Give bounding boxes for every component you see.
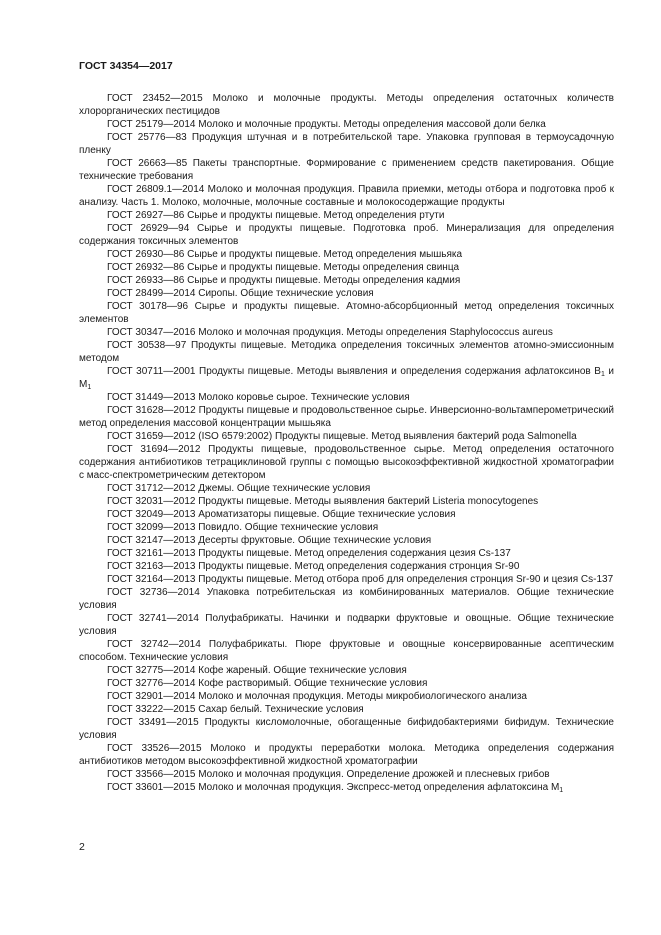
subscript-text: 1 bbox=[87, 384, 92, 391]
reference-text: ГОСТ 32164—2013 Продукты пищевые. Метод отбора проб для определения стронция Sr-90 и цезия Cs-137 bbox=[107, 574, 614, 585]
reference-text: ГОСТ 32049—2013 Ароматизаторы пищевые. Общие технические условия bbox=[107, 509, 456, 520]
reference-text: ГОСТ 26927—86 Сырье и продукты пищевые. Метод определения ртути bbox=[107, 210, 445, 221]
reference-item bbox=[79, 118, 614, 131]
reference-item bbox=[79, 300, 614, 326]
reference-item bbox=[79, 742, 614, 768]
reference-text: ГОСТ 33566—2015 Молоко и молочная продукция. Определение дрожжей и плесневых грибов bbox=[107, 769, 550, 780]
reference-item bbox=[79, 222, 614, 248]
reference-item bbox=[79, 183, 614, 209]
reference-item bbox=[79, 365, 614, 391]
subscript-text: 1 bbox=[600, 371, 605, 378]
reference-item bbox=[79, 638, 614, 664]
reference-item bbox=[79, 287, 614, 300]
reference-text: ГОСТ 32163—2013 Продукты пищевые. Метод определения содержания стронция Sr-90 bbox=[107, 561, 520, 572]
reference-item bbox=[79, 443, 614, 482]
reference-text: ГОСТ 32901—2014 Молоко и молочная продукция. Методы микробиологического анализа bbox=[107, 691, 527, 702]
reference-text: ГОСТ 31694—2012 Продукты пищевые, продовольственное сырье. Метод определения остаточного содержания антибиотиков тетрациклиновой группы с помощью высокоэффективной жидкостной хроматографии с масс-спектрометрическим детектором bbox=[79, 444, 614, 481]
reference-item bbox=[79, 664, 614, 677]
reference-text: ГОСТ 32099—2013 Повидло. Общие технические условия bbox=[107, 522, 379, 533]
reference-item bbox=[79, 131, 614, 157]
reference-text: ГОСТ 25776—83 Продукция штучная и в потребительской таре. Упаковка групповая в термоусадочную пленку bbox=[79, 132, 614, 156]
subscript-text: 1 bbox=[559, 787, 564, 794]
reference-item bbox=[79, 768, 614, 781]
reference-item bbox=[79, 781, 614, 794]
reference-text: ГОСТ 33222—2015 Сахар белый. Технические условия bbox=[107, 704, 364, 715]
reference-text: ГОСТ 32736—2014 Упаковка потребительская из комбинированных материалов. Общие технические условия bbox=[79, 587, 614, 611]
reference-text: ГОСТ 30347—2016 Молоко и молочная продукция. Методы определения Staphylococcus aureus bbox=[107, 327, 553, 338]
reference-text: ГОСТ 30178—96 Сырье и продукты пищевые. Атомно-абсорбционный метод определения токсичных элементов bbox=[79, 301, 614, 325]
page-number: 2 bbox=[79, 841, 85, 853]
reference-item bbox=[79, 612, 614, 638]
reference-item bbox=[79, 157, 614, 183]
reference-item bbox=[79, 482, 614, 495]
reference-item bbox=[79, 573, 614, 586]
reference-item bbox=[79, 677, 614, 690]
reference-text: ГОСТ 26809.1—2014 Молоко и молочная продукция. Правила приемки, методы отбора и подготовка проб к анализу. Часть 1. Молоко, молочные, молочные составные и молокосодержащие продукты bbox=[79, 184, 614, 208]
reference-text: ГОСТ 33526—2015 Молоко и продукты переработки молока. Методика определения содержания антибиотиков методом высокоэффективной жидкостной хроматографии bbox=[79, 743, 614, 767]
reference-text: ГОСТ 31449—2013 Молоко коровье сырое. Технические условия bbox=[107, 392, 410, 403]
reference-text: ГОСТ 32742—2014 Полуфабрикаты. Пюре фруктовые и овощные консервированные асептическим способом. Технические условия bbox=[79, 639, 614, 663]
reference-text: ГОСТ 32031—2012 Продукты пищевые. Методы выявления бактерий Listeria monocytogenes bbox=[107, 496, 539, 507]
reference-item bbox=[79, 560, 614, 573]
reference-text: ГОСТ 23452—2015 Молоко и молочные продукты. Методы определения остаточных количеств хлорорганических пестицидов bbox=[79, 93, 614, 117]
reference-item bbox=[79, 547, 614, 560]
reference-text: ГОСТ 33491—2015 Продукты кисломолочные, обогащенные бифидобактериями бифидум. Технические условия bbox=[79, 717, 614, 741]
reference-text: ГОСТ 26929—94 Сырье и продукты пищевые. Подготовка проб. Минерализация для определения содержания токсичных элементов bbox=[79, 223, 614, 247]
reference-text: и М bbox=[79, 366, 614, 390]
reference-text: ГОСТ 26930—86 Сырье и продукты пищевые. Метод определения мышьяка bbox=[107, 249, 463, 260]
reference-item bbox=[79, 690, 614, 703]
references-list bbox=[79, 92, 614, 794]
reference-text: ГОСТ 30711—2001 Продукты пищевые. Методы выявления и определения содержания афлатоксинов В bbox=[107, 366, 601, 377]
reference-item bbox=[79, 703, 614, 716]
reference-text: ГОСТ 31659—2012 (ISO 6579:2002) Продукты пищевые. Метод выявления бактерий рода Salmonella bbox=[107, 431, 577, 442]
reference-item bbox=[79, 586, 614, 612]
reference-item bbox=[79, 404, 614, 430]
reference-text: ГОСТ 26663—85 Пакеты транспортные. Формирование с применением средств пакетирования. Общие технические требования bbox=[79, 158, 614, 182]
reference-item bbox=[79, 339, 614, 365]
reference-item bbox=[79, 508, 614, 521]
reference-text: ГОСТ 33601—2015 Молоко и молочная продукция. Экспресс-метод определения афлатоксина М bbox=[107, 782, 560, 793]
reference-text: ГОСТ 25179—2014 Молоко и молочные продукты. Методы определения массовой доли белка bbox=[107, 119, 546, 130]
reference-text: ГОСТ 31712—2012 Джемы. Общие технические условия bbox=[107, 483, 371, 494]
reference-text: ГОСТ 32775—2014 Кофе жареный. Общие технические условия bbox=[107, 665, 407, 676]
reference-text: ГОСТ 26932—86 Сырье и продукты пищевые. Методы определения свинца bbox=[107, 262, 460, 273]
reference-text: ГОСТ 30538—97 Продукты пищевые. Методика определения токсичных элементов атомно-эмиссионным методом bbox=[79, 340, 614, 364]
reference-item bbox=[79, 92, 614, 118]
reference-text: ГОСТ 32147—2013 Десерты фруктовые. Общие технические условия bbox=[107, 535, 432, 546]
reference-text: ГОСТ 28499—2014 Сиропы. Общие технические условия bbox=[107, 288, 374, 299]
reference-text: ГОСТ 32776—2014 Кофе растворимый. Общие технические условия bbox=[107, 678, 428, 689]
reference-item bbox=[79, 326, 614, 339]
reference-text: ГОСТ 32161—2013 Продукты пищевые. Метод определения содержания цезия Cs-137 bbox=[107, 548, 511, 559]
reference-item bbox=[79, 261, 614, 274]
reference-item bbox=[79, 391, 614, 404]
reference-item bbox=[79, 534, 614, 547]
reference-text: ГОСТ 31628—2012 Продукты пищевые и продовольственное сырье. Инверсионно-вольтамперометрический метод определения массовой концентрации мышьяка bbox=[79, 405, 614, 429]
reference-item bbox=[79, 248, 614, 261]
reference-item bbox=[79, 495, 614, 508]
reference-item bbox=[79, 274, 614, 287]
reference-item bbox=[79, 430, 614, 443]
reference-item bbox=[79, 209, 614, 222]
reference-text: ГОСТ 32741—2014 Полуфабрикаты. Начинки и подварки фруктовые и овощные. Общие технические условия bbox=[79, 613, 614, 637]
reference-item bbox=[79, 716, 614, 742]
page-header: ГОСТ 34354—2017 bbox=[79, 60, 173, 72]
reference-item bbox=[79, 521, 614, 534]
reference-text: ГОСТ 26933—86 Сырье и продукты пищевые. Методы определения кадмия bbox=[107, 275, 461, 286]
